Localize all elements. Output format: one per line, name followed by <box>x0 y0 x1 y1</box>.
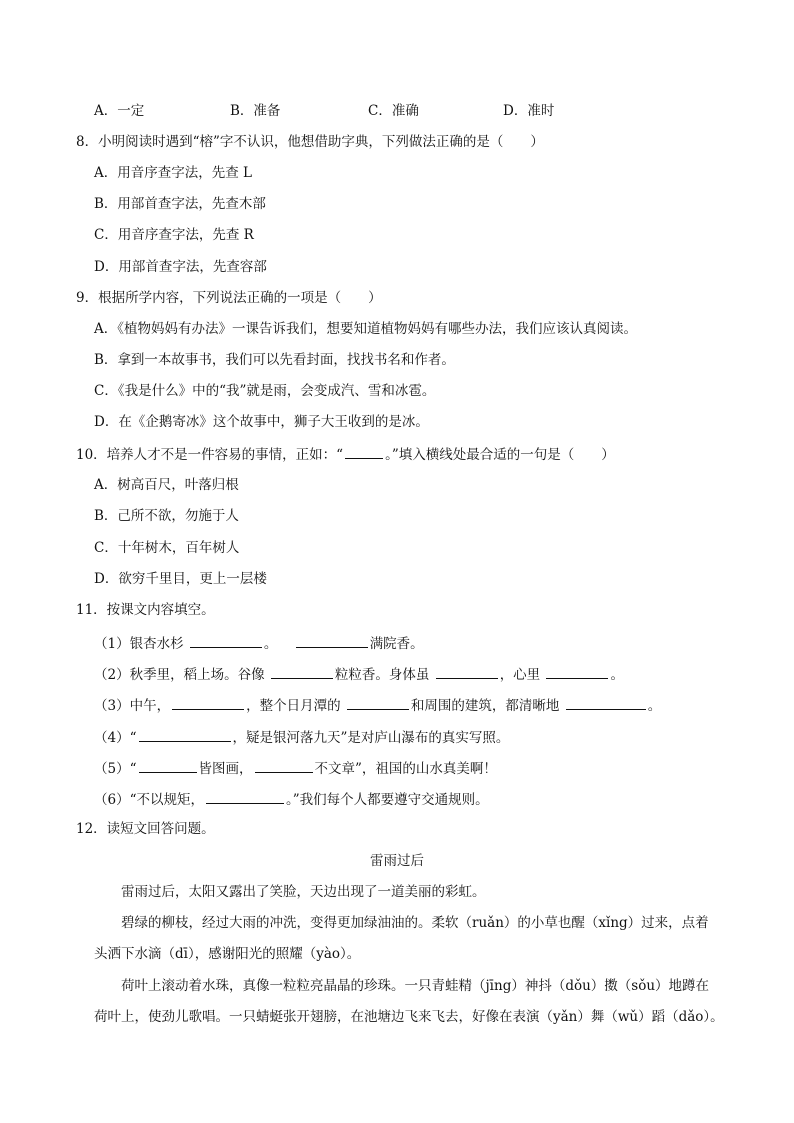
q11-2-blank-3[interactable] <box>546 664 608 679</box>
q9-option-a: A．《植物妈妈有办法》一课告诉我们，想要知道植物妈妈有哪些办法，我们应该认真阅读。 <box>94 321 637 337</box>
q11-3-blank-1[interactable] <box>172 695 244 710</box>
q11-stem: 11．按课文内容填空。 <box>76 602 215 618</box>
q11-2-text-b: 粒粒香。身体虽 <box>334 667 430 683</box>
q11-line-1 <box>94 633 424 653</box>
q11-3-blank-3[interactable] <box>566 695 646 710</box>
passage-paragraph-2-line-1: 碧绿的柳枝，经过大雨的冲洗，变得更加绿油油的。柔软（ruǎn）的小草也醒（xǐng）过来，点着 <box>121 915 709 931</box>
q11-2-text-c: ，心里 <box>499 667 541 683</box>
q8-stem: 8．小明阅读时遇到“榕”字不认识，他想借助字典，下列做法正确的是（ ） <box>76 134 544 150</box>
q9-option-b: B．拿到一本故事书，我们可以先看封面，找找书名和作者。 <box>94 352 455 368</box>
q10-blank[interactable] <box>345 444 383 459</box>
q8-option-c: C．用音序查字法，先查 R <box>94 227 254 243</box>
q9-stem: 9．根据所学内容，下列说法正确的一项是（ ） <box>76 290 382 306</box>
q10-option-c: C．十年树木，百年树人 <box>94 540 240 556</box>
q11-6-blank-1[interactable] <box>206 789 284 804</box>
passage-title: 雷雨过后 <box>370 853 424 869</box>
q7-option-d: D．准时 <box>503 103 555 119</box>
q11-1-blank-2[interactable] <box>296 633 368 648</box>
q8-option-d: D．用部首查字法，先查容部 <box>94 259 267 275</box>
passage-paragraph-3-line-2: 荷叶上，使劲儿歌唱。一只蜻蜓张开翅膀，在池塘边飞来飞去，好像在表演（yǎn）舞（wǔ）蹈（dǎo）。 <box>94 1009 724 1025</box>
q11-line-4 <box>94 727 509 747</box>
q9-option-c: C．《我是什么》中的“我”就是雨，会变成汽、雪和冰雹。 <box>94 383 436 399</box>
q11-5-text-b: 皆图画， <box>198 761 253 777</box>
q8-option-a: A．用音序查字法，先查 L <box>94 165 253 181</box>
q7-option-a: A．一定 <box>94 103 145 119</box>
q11-line-2 <box>94 664 624 684</box>
q7-option-c: C．准确 <box>368 103 419 119</box>
q11-4-text-b: ，疑是银河落九天”是对庐山瀑布的真实写照。 <box>232 730 510 746</box>
q10-stem-part2: 。”填入横线处最合适的一句是（ ） <box>385 447 615 463</box>
q7-option-b: B．准备 <box>230 103 281 119</box>
q11-line-5 <box>94 758 497 778</box>
q11-1-text-a: （1）银杏水杉 <box>94 636 184 652</box>
q12-stem: 12．读短文回答问题。 <box>76 821 215 837</box>
q11-line-3 <box>94 695 661 715</box>
q10-option-d: D．欲穷千里目，更上一层楼 <box>94 571 267 587</box>
q10-option-b: B．己所不欲，勿施于人 <box>94 508 239 524</box>
q11-6-text-a: （6）“不以规矩， <box>94 792 204 808</box>
q11-1-text-c: 满院香。 <box>369 636 424 652</box>
q11-6-text-b: 。”我们每个人都要遵守交通规则。 <box>286 792 489 808</box>
q10-stem-part1: 10．培养人才不是一件容易的事情，正如：“ <box>76 447 344 463</box>
passage-paragraph-3-line-1: 荷叶上滚动着水珠，真像一粒粒亮晶晶的珍珠。一只青蛙精（jīng）神抖（dǒu）擞（sǒu）地蹲在 <box>121 978 710 994</box>
q11-3-text-a: （3）中午， <box>94 698 171 714</box>
q8-option-b: B．用部首查字法，先查木部 <box>94 196 266 212</box>
q11-1-text-b: 。 <box>263 636 278 652</box>
q10-stem <box>76 444 615 464</box>
q11-5-blank-1[interactable] <box>139 758 197 773</box>
passage-paragraph-1: 雷雨过后，太阳又露出了笑脸，天边出现了一道美丽的彩虹。 <box>121 884 486 900</box>
q11-5-blank-2[interactable] <box>255 758 313 773</box>
q11-5-text-a: （5）“ <box>94 761 137 777</box>
q11-3-text-b: ，整个日月潭的 <box>246 698 341 714</box>
q11-2-blank-2[interactable] <box>436 664 498 679</box>
q11-3-text-d: 。 <box>647 698 662 714</box>
q11-2-text-d: 。 <box>610 667 624 683</box>
q11-5-text-c: 不文章”，祖国的山水真美啊！ <box>314 761 497 777</box>
q10-option-a: A．树高百尺，叶落归根 <box>94 477 239 493</box>
q11-1-blank-1[interactable] <box>190 633 262 648</box>
q11-3-text-c: 和周围的建筑，都清晰地 <box>410 698 560 714</box>
q11-2-text-a: （2）秋季里，稻上场。谷像 <box>94 667 265 683</box>
q11-3-blank-2[interactable] <box>347 695 409 710</box>
q9-option-d: D．在《企鹅寄冰》这个故事中，狮子大王收到的是冰。 <box>94 414 429 430</box>
passage-paragraph-2-line-2: 头洒下水滴（dī），感谢阳光的照耀（yào）。 <box>94 946 361 962</box>
q11-line-6 <box>94 789 489 809</box>
q11-2-blank-1[interactable] <box>271 664 333 679</box>
q11-4-blank-1[interactable] <box>139 727 231 742</box>
q11-4-text-a: （4）“ <box>94 730 137 746</box>
